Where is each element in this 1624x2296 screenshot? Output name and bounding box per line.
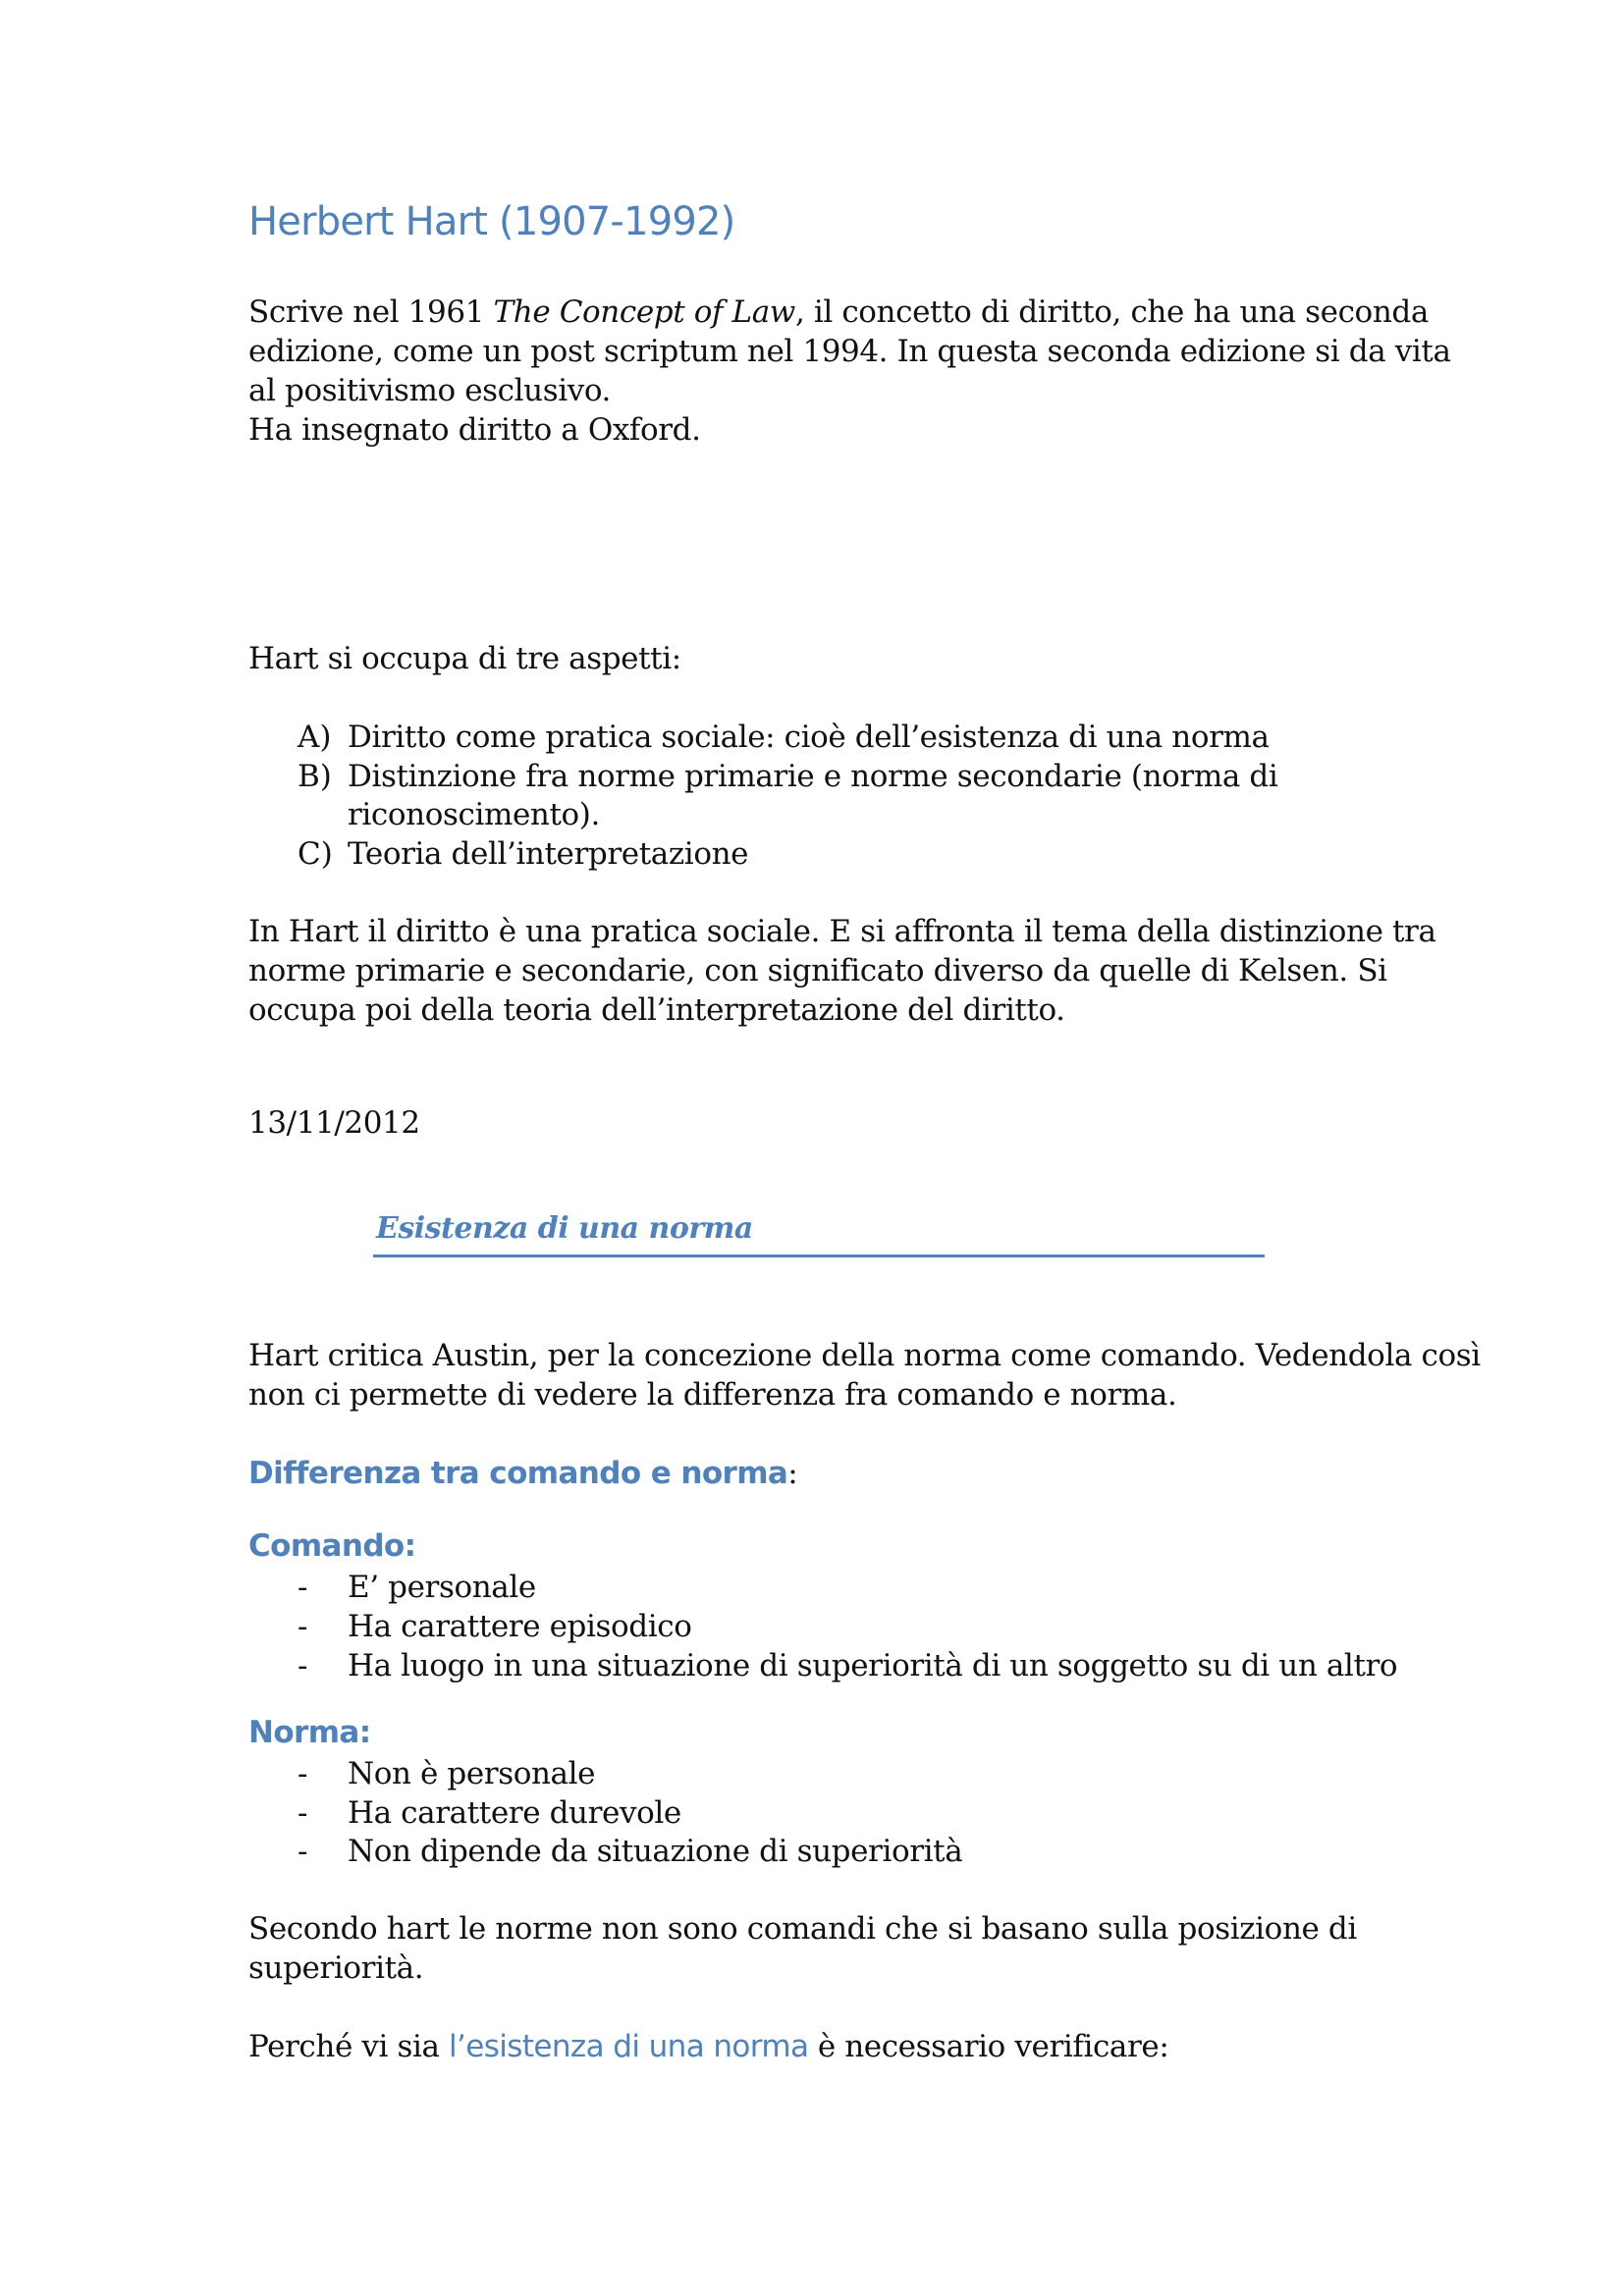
- bullet-dash: -: [298, 1570, 308, 1605]
- norma-item-1: Non è personale: [348, 1756, 596, 1791]
- section-title-underline: [373, 1255, 1265, 1257]
- date-stamp: 13/11/2012: [248, 1105, 420, 1141]
- intro-line-1: [248, 293, 1429, 332]
- list-marker-b: B): [298, 759, 332, 794]
- summary-line-1: In Hart il diritto è una pratica sociale. E si affronta il tema della distinzione tra: [248, 914, 1436, 949]
- intro-line-2: edizione, come un post scriptum nel 1994. In questa seconda edizione si da vita: [248, 334, 1451, 369]
- difference-heading: [248, 1454, 797, 1493]
- intro-line-3: al positivismo esclusivo.: [248, 373, 612, 408]
- conclusion-line-2: superiorità.: [248, 1950, 424, 1986]
- norma-heading: Norma:: [248, 1715, 371, 1750]
- bullet-dash: -: [298, 1648, 308, 1683]
- final-line-post: è necessario verificare:: [808, 2029, 1169, 2064]
- norma-item-3: Non dipende da situazione di superiorità: [348, 1834, 963, 1869]
- final-line: [248, 2027, 1168, 2066]
- aspects-lead: Hart si occupa di tre aspetti:: [248, 641, 681, 676]
- summary-line-2: norme primarie e secondarie, con significato diverso da quelle di Kelsen. Si: [248, 953, 1387, 988]
- aspect-item-a: Diritto come pratica sociale: cioè dell’esistenza di una norma: [348, 720, 1270, 755]
- page-title: Herbert Hart (1907-1992): [248, 199, 735, 244]
- bullet-dash: -: [298, 1609, 308, 1644]
- intro-line-1-pre: Scrive nel 1961: [248, 294, 494, 330]
- difference-heading-colon: :: [787, 1456, 798, 1491]
- intro-line-1-post: , il concetto di diritto, che ha una seconda: [794, 294, 1429, 330]
- intro-line-4: Ha insegnato diritto a Oxford.: [248, 412, 701, 448]
- bullet-dash: -: [298, 1834, 308, 1869]
- conclusion-line-1: Secondo hart le norme non sono comandi che si basano sulla posizione di: [248, 1911, 1357, 1947]
- comando-item-3: Ha luogo in una situazione di superiorità di un soggetto su di un altro: [348, 1648, 1398, 1683]
- book-title: The Concept of Law: [493, 294, 795, 330]
- critique-line-2: non ci permette di vedere la differenza fra comando e norma.: [248, 1377, 1177, 1413]
- final-line-pre: Perché vi sia: [248, 2029, 449, 2064]
- section-title: Esistenza di una norma: [376, 1211, 753, 1246]
- summary-line-3: occupa poi della teoria dell’interpretazione del diritto.: [248, 992, 1065, 1028]
- difference-heading-text: Differenza tra comando e norma: [248, 1456, 788, 1491]
- bullet-dash: -: [298, 1795, 308, 1831]
- comando-item-1: E’ personale: [348, 1570, 536, 1605]
- final-line-highlight: l’esistenza di una norma: [449, 2029, 809, 2064]
- list-marker-c: C): [298, 836, 333, 872]
- critique-line-1: Hart critica Austin, per la concezione della norma come comando. Vedendola così: [248, 1338, 1481, 1373]
- comando-item-2: Ha carattere episodico: [348, 1609, 692, 1644]
- comando-heading: Comando:: [248, 1528, 416, 1564]
- aspect-item-b-continued: riconoscimento).: [348, 797, 600, 832]
- bullet-dash: -: [298, 1756, 308, 1791]
- aspect-item-b: Distinzione fra norme primarie e norme secondarie (norma di: [348, 759, 1278, 794]
- norma-item-2: Ha carattere durevole: [348, 1795, 681, 1831]
- aspect-item-c: Teoria dell’interpretazione: [348, 836, 749, 872]
- list-marker-a: A): [298, 720, 332, 755]
